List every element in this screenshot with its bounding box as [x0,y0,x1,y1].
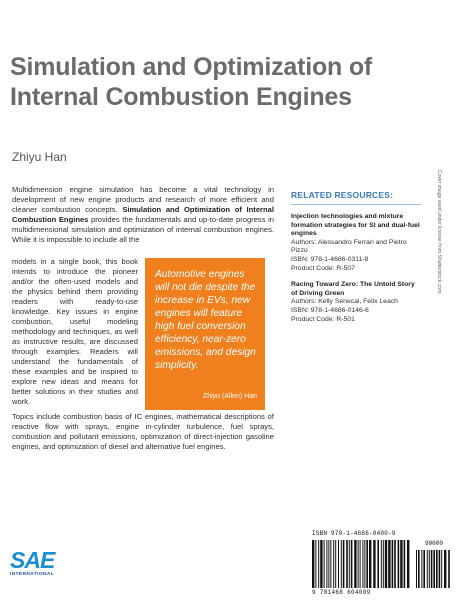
barcode-bar [343,540,345,588]
cover-image-credit: Cover image used under license from Shutterstock.com. [436,170,442,295]
barcode-bar [400,540,402,588]
related-item-title: Racing Toward Zero: The Untold Story of Driving Green [291,281,415,297]
isbn-label: ISBN 978-1-4686-0400-9 [312,530,396,537]
barcode-bar [326,540,327,588]
barcode-addon-digits: 90000 [424,540,443,547]
barcode-bar [338,540,339,588]
pull-quote-box [145,258,265,410]
barcode-bar [383,540,384,588]
related-item [291,213,421,273]
barcode-bar [362,540,363,588]
related-item-authors: Authors: Alessandro Ferrari and Pietro Pizzo [291,238,407,255]
barcode-bar [429,550,430,588]
barcode-bar [448,550,450,588]
related-item-isbn: ISBN: 978-1-4686-0146-6 [291,306,369,314]
barcode-bar [404,540,406,588]
barcode-bar [441,550,442,588]
barcode-bar [358,540,359,588]
barcode-bar [381,540,382,588]
description-paragraph-1-continued: models in a single book, this book intends to introduce the pioneer and/or the often-used models and the physics behind them providing readers with ready-to-use knowledge. Key issues in engine combustion, useful modeling methodology and techniques, as well as instructive results, are discussed through examples. Readers will understand the fundamentals of these examples and be inspired to explore new ideas and means for better solutions in their studies and work. [12,257,138,406]
related-resources-heading: RELATED RESOURCES: [291,190,394,200]
description-rest: provides the fundamentals and up-to-date progress in multidimensional simulation and optimization of internal combustion engines. While it is impossible to include all the [12,215,274,244]
barcode-bar [364,540,365,588]
related-item-code: Product Code: R-507 [291,264,355,272]
barcode-bar [360,540,361,588]
description-paragraph-2: Topics include combustion basis of IC engines, mathematical descriptions of reactive flow with sprays, engine in-cylinder turbulence, fuel sprays, combustion and pollutant emissions, optimization of direct-injection gasoline engines, and optimization of diesel and alternative fuel engines. [12,412,274,451]
barcode-bars [312,540,412,588]
barcode-digits: 9 781468 604009 [312,589,371,596]
description-paragraph-1 [12,185,274,245]
barcode-bar [328,540,329,588]
sae-logo-letters: SAE [10,547,55,573]
barcode-addon-bars [416,550,450,588]
barcode-bar [423,550,425,588]
barcode-bar [341,540,342,588]
barcode-bar [333,540,334,588]
sae-international-logo [10,548,68,584]
related-resources [291,190,421,332]
barcode-bar [407,540,409,588]
barcode-bar [444,550,446,588]
barcode-bar [369,540,371,588]
related-item-title: Injection technologies and mixture formation strategies for SI and dual-fuel engines [291,213,420,238]
barcode-bar [366,540,368,588]
barcode-bar [346,540,348,588]
barcode-bar [416,550,417,588]
barcode-bar [373,540,375,588]
barcode-bar [315,540,316,588]
barcode-bar [320,540,322,588]
barcode-bar [351,540,353,588]
barcode-bar [385,540,387,588]
related-divider [291,204,421,205]
book-author: Zhiyu Han [12,150,67,164]
book-title: Simulation and Optimization of Internal Combustion Engines [10,53,373,111]
barcode-bar [377,540,379,588]
barcode-bar [349,540,350,588]
barcode-bar [439,550,441,588]
barcode-bar [427,550,428,588]
related-item-code: Product Code: R-501 [291,315,355,323]
barcode-bar [436,550,438,588]
barcode-bar [388,540,390,588]
barcode-bar [431,550,433,588]
barcode-bar [335,540,336,588]
description-intro: Multidimension engine simulation has become a vital technology in development of new engine products and research of more efficient and cleaner combustion concepts. [12,185,274,214]
related-item-isbn: ISBN: 978-1-4686-0311-8 [291,255,369,263]
barcode-bar [394,540,396,588]
barcode-bar [330,540,331,588]
barcode-bar [312,540,314,588]
isbn-barcode [312,530,452,598]
pull-quote-attribution: Zhiyu (Allen) Han [202,393,257,400]
barcode-bar [421,550,422,588]
related-item-authors: Authors: Kelly Senecal, Felix Leach [291,298,398,306]
barcode-bar [398,540,400,588]
pull-quote-text: Automotive engines will not die despite the increase in EVs, new engines will feature high fuel conversion efficiency, near-zero emissions, and design simplicity. [155,269,256,371]
related-item [291,281,421,324]
barcode-bar [433,550,435,588]
barcode-bar [354,540,356,588]
barcode-bar [418,550,420,588]
sae-logo-subtitle: INTERNATIONAL [10,572,55,577]
description-bold-title: Simulation and Optimization of Internal Combustion Engines [12,205,274,224]
barcode-bar [318,540,319,588]
barcode-bar [392,540,394,588]
barcode-bar [324,540,325,588]
